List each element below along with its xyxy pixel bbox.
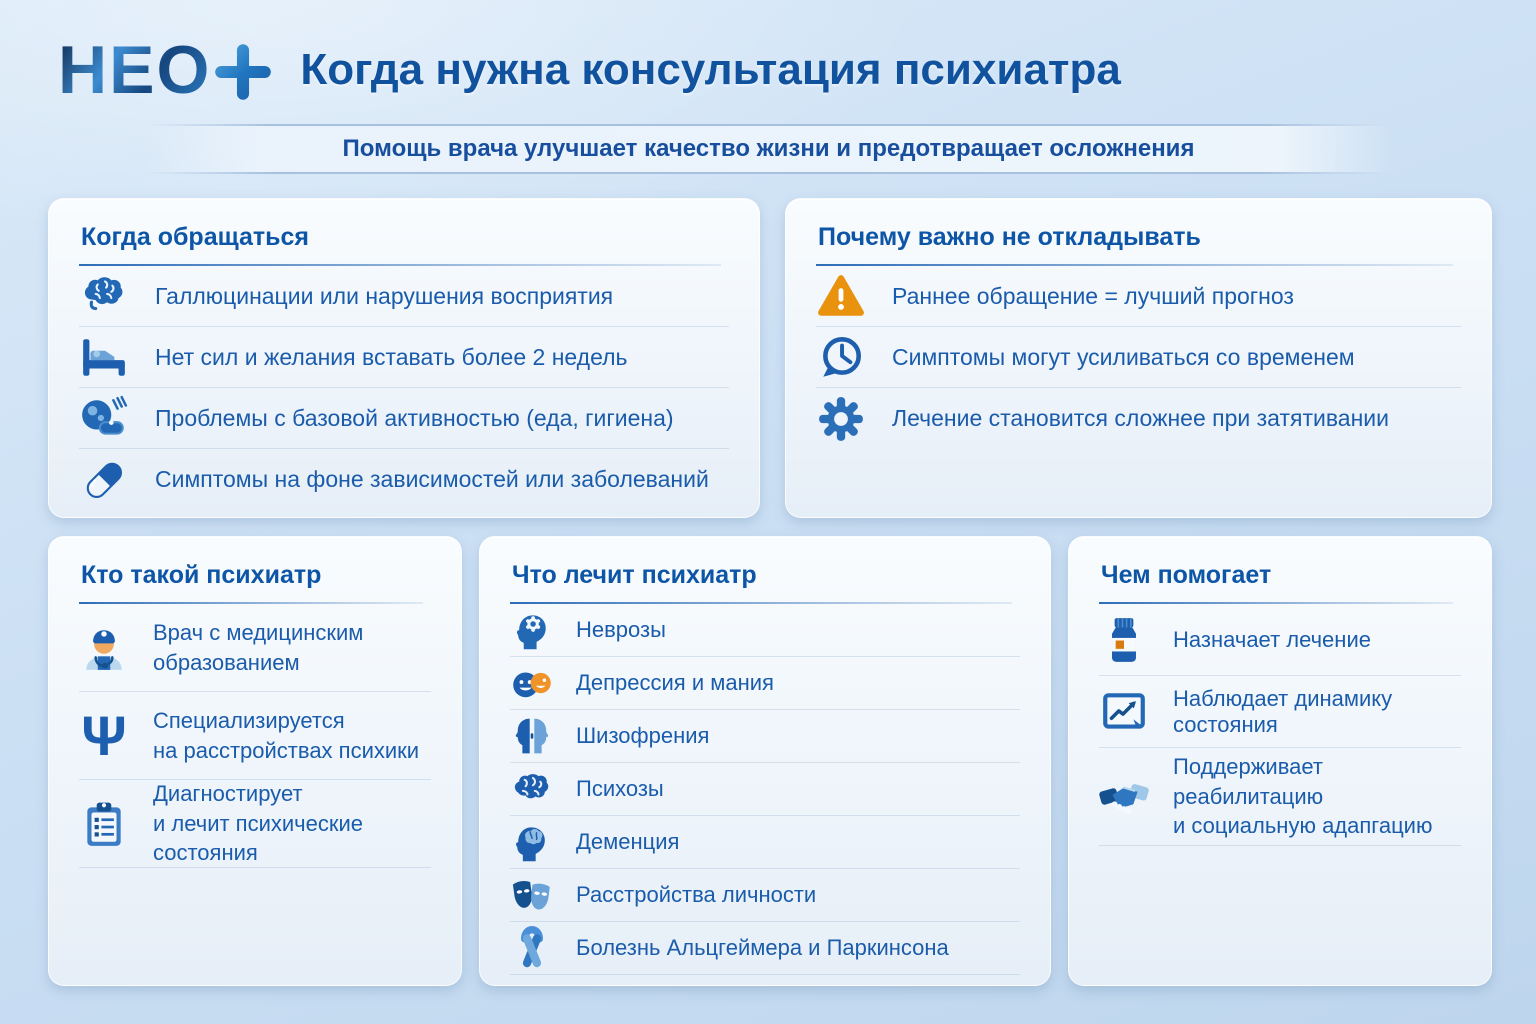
page-title: Когда нужна консультация психиатра bbox=[300, 45, 1121, 94]
item-text: Деменция bbox=[576, 829, 680, 854]
card-title: Почему важно не откладывать bbox=[816, 219, 1461, 266]
card-how-helps bbox=[1068, 536, 1492, 986]
item-text: Неврозы bbox=[576, 617, 666, 642]
top-row bbox=[48, 198, 1492, 518]
item-text: Специализируется на расстройствах психики bbox=[153, 707, 420, 763]
list-item bbox=[1099, 748, 1461, 846]
item-text: Галлюцинации или нарушения восприятия bbox=[155, 282, 614, 309]
item-text: Болезнь Альцгеймера и Паркинсона bbox=[576, 935, 949, 960]
handshake-icon bbox=[1099, 772, 1149, 822]
item-text: Проблемы с базовой активностью (еда, гигиена) bbox=[155, 404, 674, 431]
card-title: Когда обращаться bbox=[79, 219, 729, 266]
split-head-icon bbox=[510, 714, 554, 758]
faces-icon bbox=[510, 661, 554, 705]
doctor-icon bbox=[79, 623, 129, 673]
list-item bbox=[79, 780, 431, 868]
brain-crack-icon bbox=[510, 767, 554, 811]
meal-icon bbox=[79, 393, 129, 443]
list-item bbox=[79, 692, 431, 780]
item-list bbox=[510, 604, 1020, 975]
plus-icon bbox=[214, 39, 272, 101]
card-when-to-seek-help bbox=[48, 198, 760, 518]
list-item bbox=[510, 922, 1020, 975]
list-item bbox=[1099, 676, 1461, 748]
list-item bbox=[510, 604, 1020, 657]
list-item bbox=[510, 763, 1020, 816]
item-text: Раннее обращение = лучший прогноз bbox=[892, 282, 1294, 309]
item-list bbox=[816, 266, 1461, 449]
item-text: Нет сил и желания вставать более 2 недель bbox=[155, 343, 628, 370]
item-text: Симптомы могут усиливаться со временем bbox=[892, 343, 1355, 370]
item-text: Симптомы на фоне зависимостей или заболеваний bbox=[155, 466, 709, 492]
card-title: Чем помогает bbox=[1099, 557, 1461, 604]
list-item bbox=[79, 266, 729, 327]
list-item bbox=[79, 327, 729, 388]
item-text: Врач с медицинским образованием bbox=[153, 619, 364, 675]
card-who-is-psychiatrist bbox=[48, 536, 462, 986]
warning-icon bbox=[816, 271, 866, 321]
head-brain-icon bbox=[510, 820, 554, 864]
card-title: Кто такой психиатр bbox=[79, 557, 431, 604]
item-text: Расстройства личности bbox=[576, 882, 817, 907]
neo-plus-logo bbox=[58, 32, 272, 108]
card-what-psychiatrist-treats bbox=[479, 536, 1051, 986]
list-item bbox=[1099, 604, 1461, 676]
item-text: Диагностирует и лечит психические состояния bbox=[153, 780, 364, 866]
brain-icon bbox=[79, 271, 129, 321]
bottom-row bbox=[48, 536, 1492, 986]
item-text: Назначает лечение bbox=[1173, 626, 1371, 652]
list-item bbox=[79, 449, 729, 510]
item-text: Шизофрения bbox=[576, 723, 710, 748]
list-item bbox=[816, 388, 1461, 449]
subtitle: Помощь врача улучшает качество жизни и предотвращает осложнения bbox=[342, 135, 1195, 162]
list-item bbox=[816, 327, 1461, 388]
cards-grid bbox=[0, 198, 1536, 986]
list-item bbox=[79, 388, 729, 449]
header bbox=[0, 0, 1536, 112]
list-item bbox=[510, 816, 1020, 869]
head-gear-icon bbox=[510, 608, 554, 652]
item-list bbox=[79, 266, 729, 510]
subtitle-band bbox=[146, 124, 1391, 174]
list-item bbox=[510, 657, 1020, 710]
list-item bbox=[816, 266, 1461, 327]
item-text: Лечение становится сложнее при затятивании bbox=[892, 405, 1389, 431]
item-text: Психозы bbox=[576, 776, 664, 801]
list-item bbox=[510, 869, 1020, 922]
card-title: Что лечит психиатр bbox=[510, 557, 1020, 604]
item-text: Депрессия и мания bbox=[576, 670, 774, 695]
chart-icon bbox=[1099, 687, 1149, 737]
pill-icon bbox=[79, 455, 129, 505]
medicine-bottle-icon bbox=[1099, 615, 1149, 665]
psi-icon: Ψ bbox=[81, 703, 127, 767]
clock-icon bbox=[816, 332, 866, 382]
item-text: Наблюдает динамику состояния bbox=[1173, 685, 1393, 737]
list-item bbox=[510, 710, 1020, 763]
item-list bbox=[79, 604, 431, 868]
ribbon-icon bbox=[510, 926, 554, 970]
bed-icon bbox=[79, 332, 129, 382]
masks-icon bbox=[510, 873, 554, 917]
item-list bbox=[1099, 604, 1461, 846]
item-text: Поддерживает реабилитацию и социальную адапгацию bbox=[1173, 753, 1433, 839]
list-item bbox=[79, 604, 431, 692]
clipboard-icon bbox=[79, 799, 129, 849]
gear-icon bbox=[816, 394, 866, 444]
logo-text: НЕО bbox=[58, 32, 212, 108]
card-why-not-delay bbox=[785, 198, 1492, 518]
